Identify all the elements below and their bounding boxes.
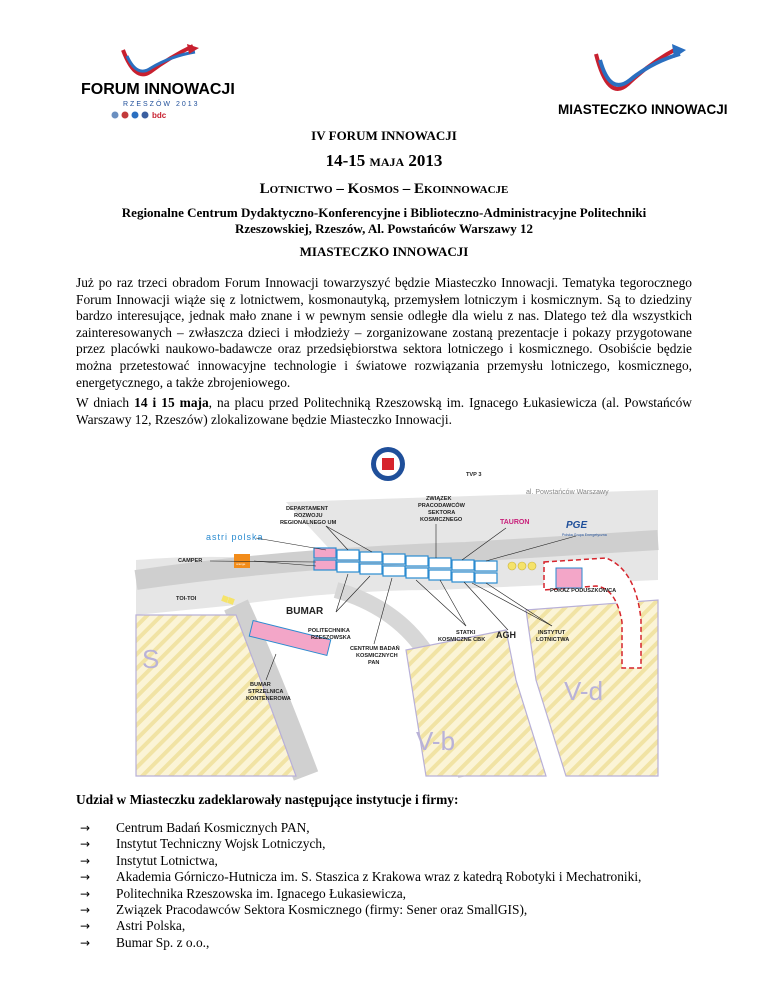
arrow-right-icon: → bbox=[80, 935, 91, 950]
venue bbox=[0, 205, 768, 237]
list-item bbox=[76, 853, 641, 869]
participants-title: Udział w Miasteczku zadeklarowały następujące instytucje i firmy: bbox=[76, 792, 459, 807]
location-dates-bold: 14 i 15 maja bbox=[134, 395, 209, 410]
arrow-right-icon: → bbox=[80, 919, 91, 934]
location-text-a: W dniach bbox=[76, 395, 135, 410]
list-item bbox=[76, 902, 641, 918]
theme-3-rest: KOINNOWACJE bbox=[424, 184, 509, 196]
pokaz-label: POKAZ PODUSZKOWCA bbox=[550, 588, 617, 594]
polit-label-2: RZESZOWSKA bbox=[311, 635, 351, 641]
agh-label: AGH bbox=[496, 630, 516, 640]
cbk-label-3: PAN bbox=[368, 660, 380, 666]
miasteczko-innowacji-logo bbox=[556, 44, 728, 120]
zwiazek-label-2: PRACODAWCÓW bbox=[418, 503, 465, 509]
statki-label-1: STATKI bbox=[456, 630, 476, 636]
zone-s-label: S bbox=[142, 644, 160, 674]
event-title: IV FORUM INNOWACJI bbox=[311, 128, 457, 143]
event-dates bbox=[0, 151, 768, 171]
list-item bbox=[76, 869, 641, 885]
participants-list bbox=[76, 820, 641, 951]
list-item bbox=[76, 836, 641, 852]
strzelnica-label-3: KONTENEROWA bbox=[246, 696, 291, 702]
list-item-text: Związek Pracodawców Sektora Kosmicznego (firmy: Sener oraz SmallGIS), bbox=[116, 902, 528, 918]
departament-label-3: REGIONALNEGO UM bbox=[280, 520, 337, 526]
instytut-label-2: LOTNICTWA bbox=[536, 637, 570, 643]
location-paragraph bbox=[76, 395, 692, 428]
list-item bbox=[76, 918, 641, 934]
theme-separator: – bbox=[399, 181, 415, 197]
dates-month: MAJA bbox=[369, 155, 405, 169]
list-item-text: Centrum Badań Kosmicznych PAN, bbox=[116, 820, 310, 835]
zwiazek-label-1: ZWIĄZEK bbox=[426, 496, 452, 502]
list-item-text: Akademia Górniczo-Hutnicza im. S. Staszica z Krakowa wraz z katedrą Robotyki i Mechatroniki, bbox=[116, 869, 642, 885]
theme-3-cap: E bbox=[414, 181, 425, 197]
forum-innowacji-logo bbox=[75, 42, 235, 122]
hovercraft-pad bbox=[556, 568, 582, 588]
zone-vd-label: V-d bbox=[564, 676, 604, 706]
tauron-logo: TAURON bbox=[500, 519, 530, 526]
departament-label-1: DEPARTAMENT bbox=[286, 506, 329, 512]
event-themes bbox=[0, 181, 768, 198]
list-item-text: Instytut Lotnictwa, bbox=[116, 852, 218, 868]
forum-logo-swoosh-icon bbox=[75, 42, 235, 122]
pge-logo: PGE bbox=[566, 520, 588, 531]
zone-vb-label: V-b bbox=[416, 726, 456, 756]
pge-sub-label: Polska Grupa Energetyczna bbox=[562, 533, 607, 537]
departament-label-2: ROZWOJU bbox=[294, 513, 323, 519]
street-name: al. Powstańców Warszawy bbox=[526, 489, 609, 496]
tvp-label: TVP 3 bbox=[466, 472, 482, 478]
cbk-label-2: KOSMICZNYCH bbox=[356, 653, 398, 659]
arrow-right-icon: → bbox=[80, 821, 91, 835]
intro-paragraph: Już po raz trzeci obradom Forum Innowacji towarzyszyć będzie Miasteczko Innowacji. Tematyka tegorocznego Forum Innowacji wiąże się z lotnictwem, kosmonautyką, przemysłem lotniczym i kosmicznym. Są to dziedziny bardzo interesujące, jednak mało znane i w pewnym sensie odległe dla wielu z nas. Dlatego też dla wszystkich zainteresowanych – zwłaszcza dzieci i młodzieży – zorganizowane zostaną prezentacje i pokazy przygotowane przez placówki naukowo-badawcze oraz przedsiębiorstwa sektora lotniczego i kosmicznego. Osobiście będzie można przetestować innowacyjne technologie i światowe rozwiązania przemysłu lotniczego, kosmicznego, energetycznego, a także zbrojeniowego. bbox=[76, 275, 692, 390]
cbk-label-1: CENTRUM BADAŃ bbox=[350, 646, 400, 652]
list-item bbox=[76, 886, 641, 902]
section-subtitle: MIASTECZKO INNOWACJI bbox=[299, 244, 469, 259]
arrow-right-icon: → bbox=[80, 870, 91, 885]
theme-2-cap: K bbox=[347, 181, 360, 197]
polit-label-1: POLITECHNIKA bbox=[308, 628, 350, 634]
theme-1-rest: OTNICTWO bbox=[269, 184, 333, 196]
list-item-text: Astri Polska, bbox=[116, 918, 186, 934]
strzelnica-label-1: BUMAR bbox=[250, 682, 271, 688]
arrow-right-icon: → bbox=[80, 853, 91, 868]
instytut-label-1: INSTYTUT bbox=[538, 630, 566, 636]
strzelnica-label-2: STRZELNICA bbox=[248, 689, 284, 695]
zwiazek-label-3: SEKTORA bbox=[428, 510, 456, 516]
location-text-b: , na placu przed Politechniką Rzeszowską im. Ignacego Łukasiewicza (al. Powstańców Warszawy 12, Rzeszów) zlokalizowane będzie Miasteczko Innowacji. bbox=[76, 395, 692, 427]
zwiazek-label-4: KOSMICZNEGO bbox=[420, 517, 463, 523]
list-item-text: Instytut Techniczny Wojsk Lotniczych, bbox=[116, 836, 326, 852]
forum-logo-subtitle: RZESZÓW 2013 bbox=[123, 101, 200, 108]
venue-line-1: Regionalne Centrum Dydaktyczno-Konferencyjne i Biblioteczno-Administracyjne Politechniki bbox=[121, 205, 647, 220]
toitoi-label: TOI-TOI bbox=[176, 596, 197, 602]
arrow-right-icon: → bbox=[80, 837, 91, 852]
site-map bbox=[136, 440, 658, 776]
orange-logo-text: orange bbox=[236, 562, 246, 566]
list-item-text: Politechnika Rzeszowska im. Ignacego Łukasiewicza, bbox=[116, 885, 407, 901]
bdc-logo: bdc bbox=[152, 111, 167, 120]
list-item bbox=[76, 820, 641, 836]
arrow-right-icon: → bbox=[80, 903, 91, 918]
list-item-text: Bumar Sp. z o.o., bbox=[116, 934, 210, 950]
forum-logo-title: FORUM INNOWACJI bbox=[81, 81, 235, 98]
dates-year: 2013 bbox=[404, 151, 443, 170]
bumar-label: BUMAR bbox=[286, 606, 324, 617]
dates-number: 14-15 bbox=[325, 151, 370, 170]
theme-1-cap: L bbox=[259, 181, 270, 197]
yellow-markers bbox=[508, 562, 536, 570]
list-item bbox=[76, 935, 641, 951]
camper-label: CAMPER bbox=[178, 558, 203, 564]
site-map-drawing bbox=[136, 440, 658, 776]
theme-2-rest: OSMOS bbox=[359, 184, 400, 196]
venue-line-2: Rzeszowskiej, Rzeszów, Al. Powstańców Warszawy 12 bbox=[235, 221, 533, 236]
miasteczko-logo-title: MIASTECZKO INNOWACJI bbox=[558, 102, 728, 117]
astri-logo: astri polska bbox=[206, 532, 264, 542]
theme-separator: – bbox=[332, 181, 348, 197]
statki-label-2: KOSMICZNE CBK bbox=[438, 637, 486, 643]
arrow-right-icon: → bbox=[80, 886, 91, 901]
miasteczko-logo-swoosh-icon bbox=[556, 44, 728, 120]
